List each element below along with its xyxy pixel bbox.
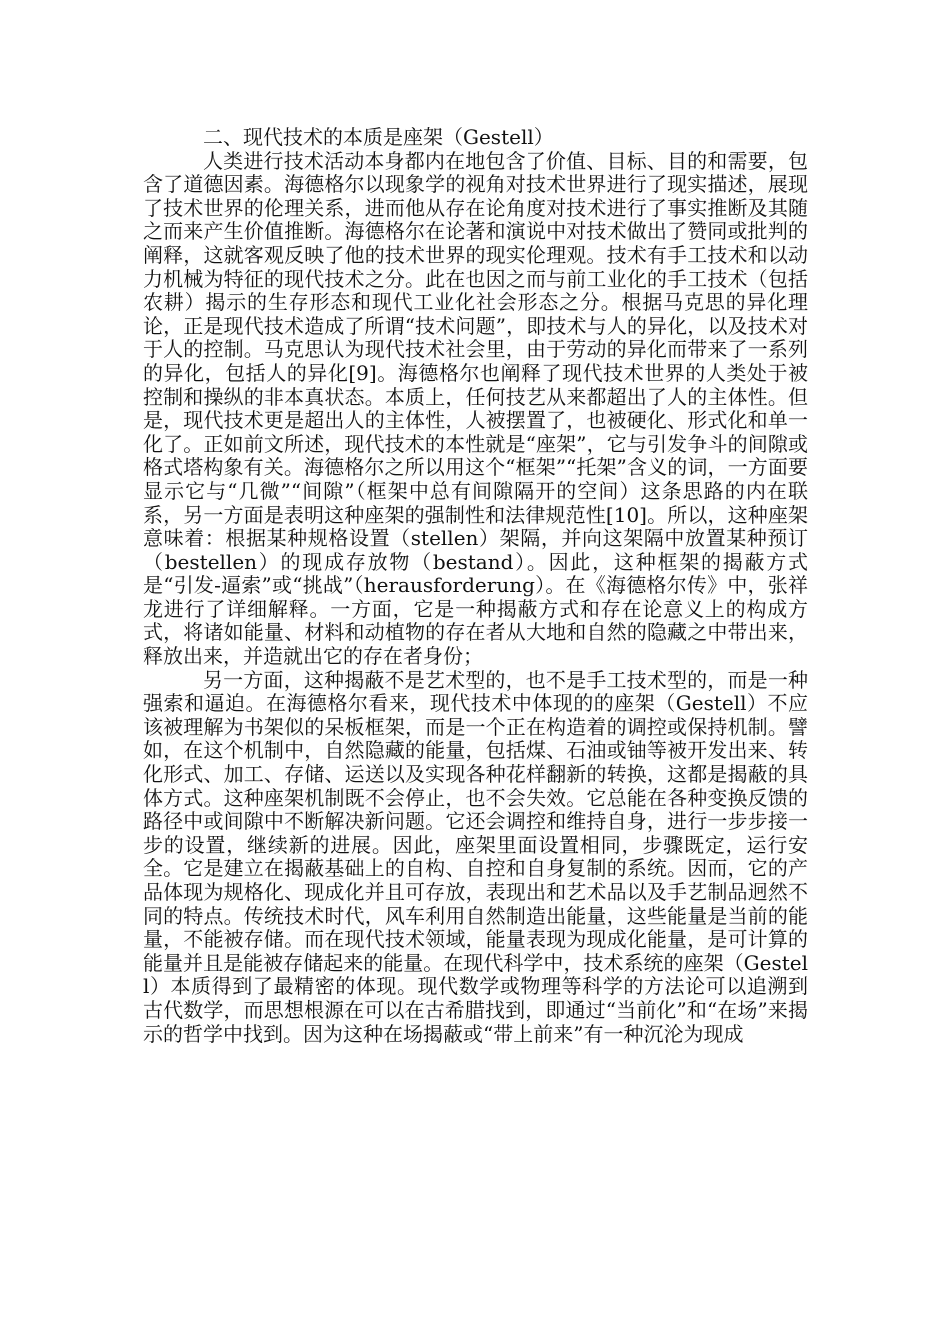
paragraph-2: 另一方面，这种揭蔽不是艺术型的，也不是手工技术型的，而是一种强索和逼迫。在海德格尔看来，现代技术中体现的的座架（Gestell）不应该被理解为书架似的呆板框架，而是一个正在构造着的调控或保持机制。譬如，在这个机制中，自然隐藏的能量，包括煤、石油或铀等被开发出来、转化形式、加工、存储、运送以及实现各种花样翻新的转换，这都是揭蔽的具体方式。这种座架机制既不会停止，也不会失效。它总能在各种变换反馈的路径中或间隙中不断解决新问题。它还会调控和维持自身，进行一步步接一步的设置，继续新的进展。因此，座架里面设置相同，步骤既定，运行安全。它是建立在揭蔽基础上的自构、自控和自身复制的系统。因而，它的产品体现为规格化、现成化并且可存放，表现出和艺术品以及手艺制品迥然不同的特点。传统技术时代，风车利用自然制造出能量，这些能量是当前的能量，不能被存储。而在现代技术领域，能量表现为现成化能量，是可计算的能量并且是能被存储起来的能量。在现代科学中，技术系统的座架（Gestell）本质得到了最精密的体现。现代数学或物理等科学的方法论可以追溯到古代数学，而思想根源在可以在古希腊找到，即通过“当前化”和“在场”来揭示的哲学中找到。因为这种在场揭蔽或“带上前来”有一种沉沦为现成 (143, 667, 808, 1046)
section-heading: 二、现代技术的本质是座架（Gestell） (203, 125, 554, 149)
document-body (143, 126, 808, 1046)
paragraph-1: 人类进行技术活动本身都内在地包含了价值、目标、目的和需要，包含了道德因素。海德格尔以现象学的视角对技术世界进行了现实描述，展现了技术世界的伦理关系，进而他从存在论角度对技术进行了事实推断及其随之而来产生价值推断。海德格尔在论著和演说中对技术做出了赞同或批判的阐释，这就客观反映了他的技术世界的现实伦理观。技术有手工技术和以动力机械为特征的现代技术之分。此在也因之而与前工业化的手工技术（包括农耕）揭示的生存形态和现代工业化社会形态之分。根据马克思的异化理论，正是现代技术造成了所谓“技术问题”，即技术与人的异化，以及技术对于人的控制。马克思认为现代技术社会里，由于劳动的异化而带来了一系列的异化，包括人的异化[9]。海德格尔也阐释了现代技术世界的人类处于被控制和操纵的非本真状态。本质上，任何技艺从来都超出了人的主体性。但是，现代技术更是超出人的主体性，人被摆置了，也被硬化、形式化和单一化了。正如前文所述，现代技术的本性就是“座架”，它与引发争斗的间隙或格式塔构象有关。海德格尔之所以用这个“框架”“托架”含义的词，一方面要显示它与“几微”“间隙”（框架中总有间隙隔开的空间）这条思路的内在联系，另一方面是表明这种座架的强制性和法律规范性[10]。所以，这种座架意味着：根据某种规格设置（stellen）架隔，并向这架隔中放置某种预订（bestellen）的现成存放物（bestand）。因此，这种框架的揭蔽方式是“引发-逼索”或“挑战”（herausforderung）。在《海德格尔传》中，张祥龙进行了详细解释。一方面，它是一种揭蔽方式和存在论意义上的构成方式，将诸如能量、材料和动植物的存在者从大地和自然的隐藏之中带出来，释放出来，并造就出它的存在者身份； (143, 148, 808, 669)
